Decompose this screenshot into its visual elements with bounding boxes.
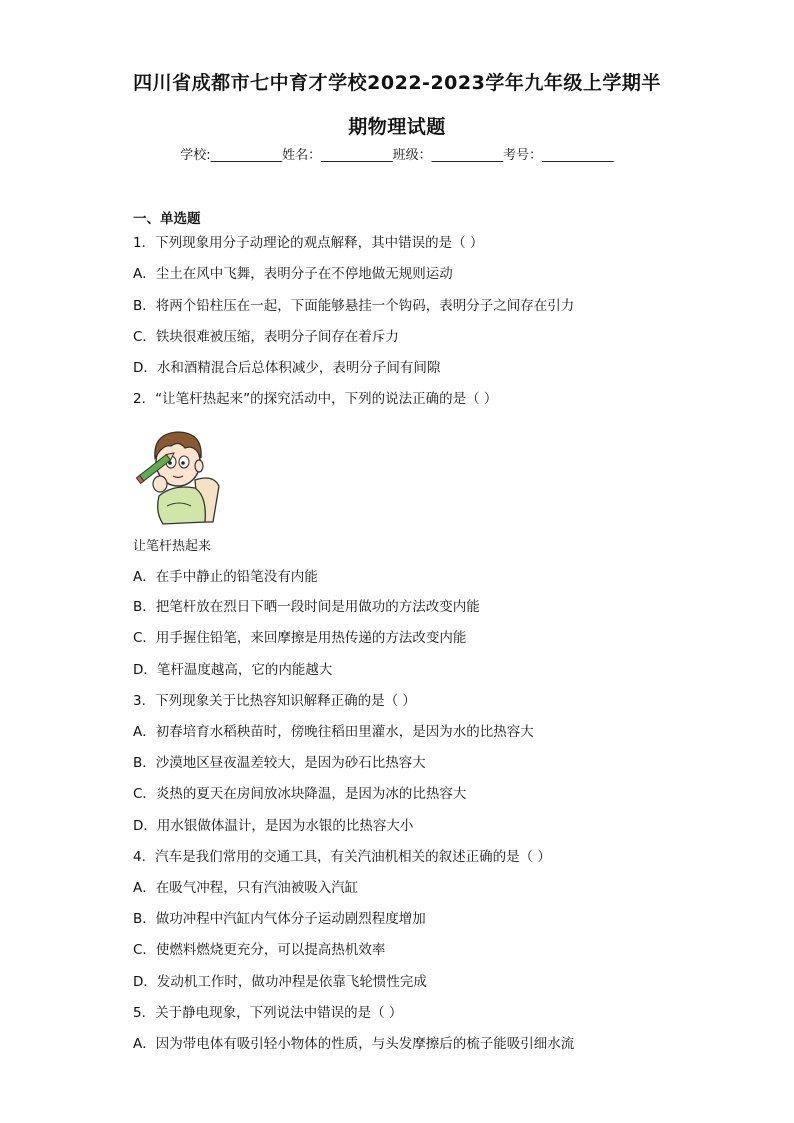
student-info-line: 学校:___________姓名：___________班级：___________考号：___________ xyxy=(180,148,614,163)
question-1-option-b: B．将两个铅柱压在一起，下面能够悬挂一个钩码，表明分子之间存在引力 xyxy=(133,298,575,314)
question-3-option-d: D．用水银做体温计，是因为水银的比热容大小 xyxy=(133,818,414,834)
question-4-stem: 4．汽车是我们常用的交通工具，有关汽油机相关的叙述正确的是（ ） xyxy=(133,849,551,865)
question-1-option-c: C．铁块很难被压缩，表明分子间存在着斥力 xyxy=(133,329,399,345)
question-2-stem: 2．“让笔杆热起来”的探究活动中，下列的说法正确的是（ ） xyxy=(133,391,498,407)
question-1-option-a: A．尘土在风中飞舞，表明分子在不停地做无规则运动 xyxy=(133,266,453,282)
question-3-option-c: C．炎热的夏天在房间放冰块降温，是因为冰的比热容大 xyxy=(133,786,467,802)
question-5-option-a: A．因为带电体有吸引轻小物体的性质，与头发摩擦后的梳子能吸引细水流 xyxy=(133,1036,575,1052)
question-1-option-d: D．水和酒精混合后总体积减少，表明分子间有间隙 xyxy=(133,360,441,376)
question-2-option-a: A．在手中静止的铅笔没有内能 xyxy=(133,569,318,585)
question-4-option-d: D．发动机工作时，做功冲程是依靠飞轮惯性完成 xyxy=(133,974,427,990)
figure-caption: 让笔杆热起来 xyxy=(133,539,212,554)
question-2-option-c: C．用手握住铅笔，来回摩擦是用热传递的方法改变内能 xyxy=(133,630,467,646)
question-3-stem: 3．下列现象关于比热容知识解释正确的是（ ） xyxy=(133,693,416,709)
question-1-stem: 1．下列现象用分子动理论的观点解释，其中错误的是（ ） xyxy=(133,235,484,251)
exam-title-line1: 四川省成都市七中育才学校2022-2023学年九年级上学期半 xyxy=(133,72,661,94)
section-title: 一、单选题 xyxy=(133,211,201,227)
question-4-option-c: C．使燃料燃烧更充分，可以提高热机效率 xyxy=(133,942,386,958)
question-2-option-d: D．笔杆温度越高，它的内能越大 xyxy=(133,662,333,678)
question-4-option-a: A．在吸气冲程，只有汽油被吸入汽缸 xyxy=(133,880,359,896)
question-3-option-b: B．沙漠地区昼夜温差较大，是因为砂石比热容大 xyxy=(133,755,426,771)
boy-with-pencil-illustration xyxy=(133,422,233,530)
question-5-stem: 5．关于静电现象，下列说法中错误的是（ ） xyxy=(133,1005,403,1021)
question-4-option-b: B．做功冲程中汽缸内气体分子运动剧烈程度增加 xyxy=(133,911,426,927)
boy-with-pencil-icon xyxy=(133,422,233,530)
exam-title-line2: 期物理试题 xyxy=(348,116,446,138)
question-2-option-b: B．把笔杆放在烈日下晒一段时间是用做功的方法改变内能 xyxy=(133,599,480,615)
question-3-option-a: A．初春培育水稻秧苗时，傍晚往稻田里灌水，是因为水的比热容大 xyxy=(133,724,534,740)
